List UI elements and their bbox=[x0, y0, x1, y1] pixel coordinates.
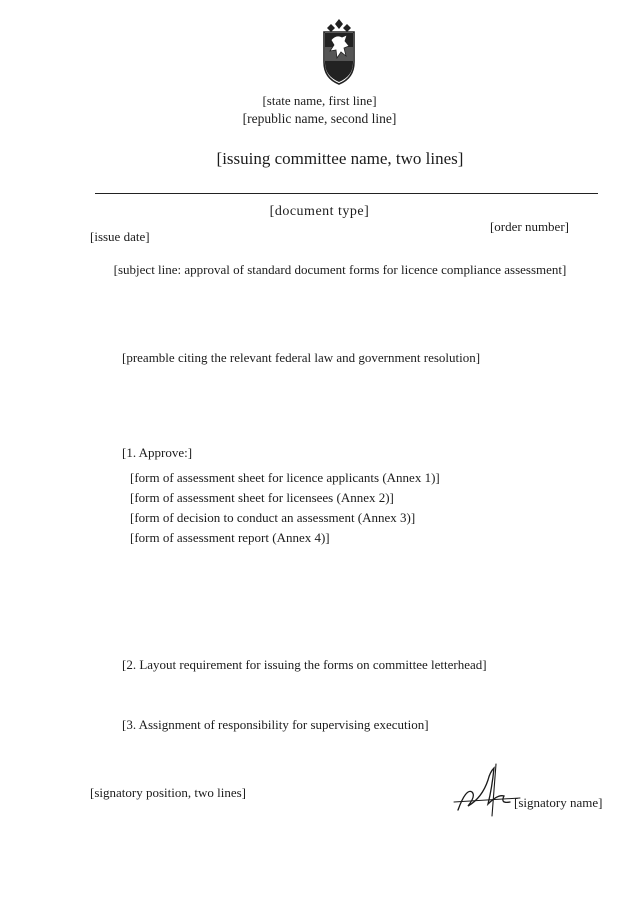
signatory-position: [signatory position, two lines] bbox=[90, 785, 246, 800]
committee-name: [issuing committee name, two lines] bbox=[216, 149, 464, 168]
approved-forms-list bbox=[90, 470, 604, 550]
document-type: [document type] bbox=[269, 204, 370, 219]
list-item: [form of assessment sheet for licensees (Annex 2)] bbox=[130, 490, 394, 505]
clause-2: [2. Layout requirement for issuing the forms on committee letterhead] bbox=[122, 657, 487, 672]
order-number: [order number] bbox=[489, 219, 569, 234]
order-date: [issue date] bbox=[90, 229, 150, 244]
coat-of-arms-icon bbox=[314, 18, 364, 86]
list-item: [form of assessment report (Annex 4)] bbox=[130, 530, 330, 545]
approve-heading: [1. Approve:] bbox=[122, 445, 193, 460]
list-item: [form of decision to conduct an assessment (Annex 3)] bbox=[130, 510, 416, 525]
preamble-paragraph: [preamble citing the relevant federal law and government resolution] bbox=[122, 350, 481, 365]
country-name: [state name, first line] bbox=[262, 93, 377, 108]
order-subject: [subject line: approval of standard document forms for licence compliance assessment] bbox=[113, 262, 567, 277]
header-divider bbox=[95, 193, 598, 194]
signatory-name: [signatory name] bbox=[514, 795, 603, 810]
clause-3: [3. Assignment of responsibility for supervising execution] bbox=[122, 717, 429, 732]
republic-name: [republic name, second line] bbox=[242, 111, 397, 126]
handwritten-signature-icon bbox=[452, 758, 522, 822]
list-item: [form of assessment sheet for licence applicants (Annex 1)] bbox=[130, 470, 440, 485]
